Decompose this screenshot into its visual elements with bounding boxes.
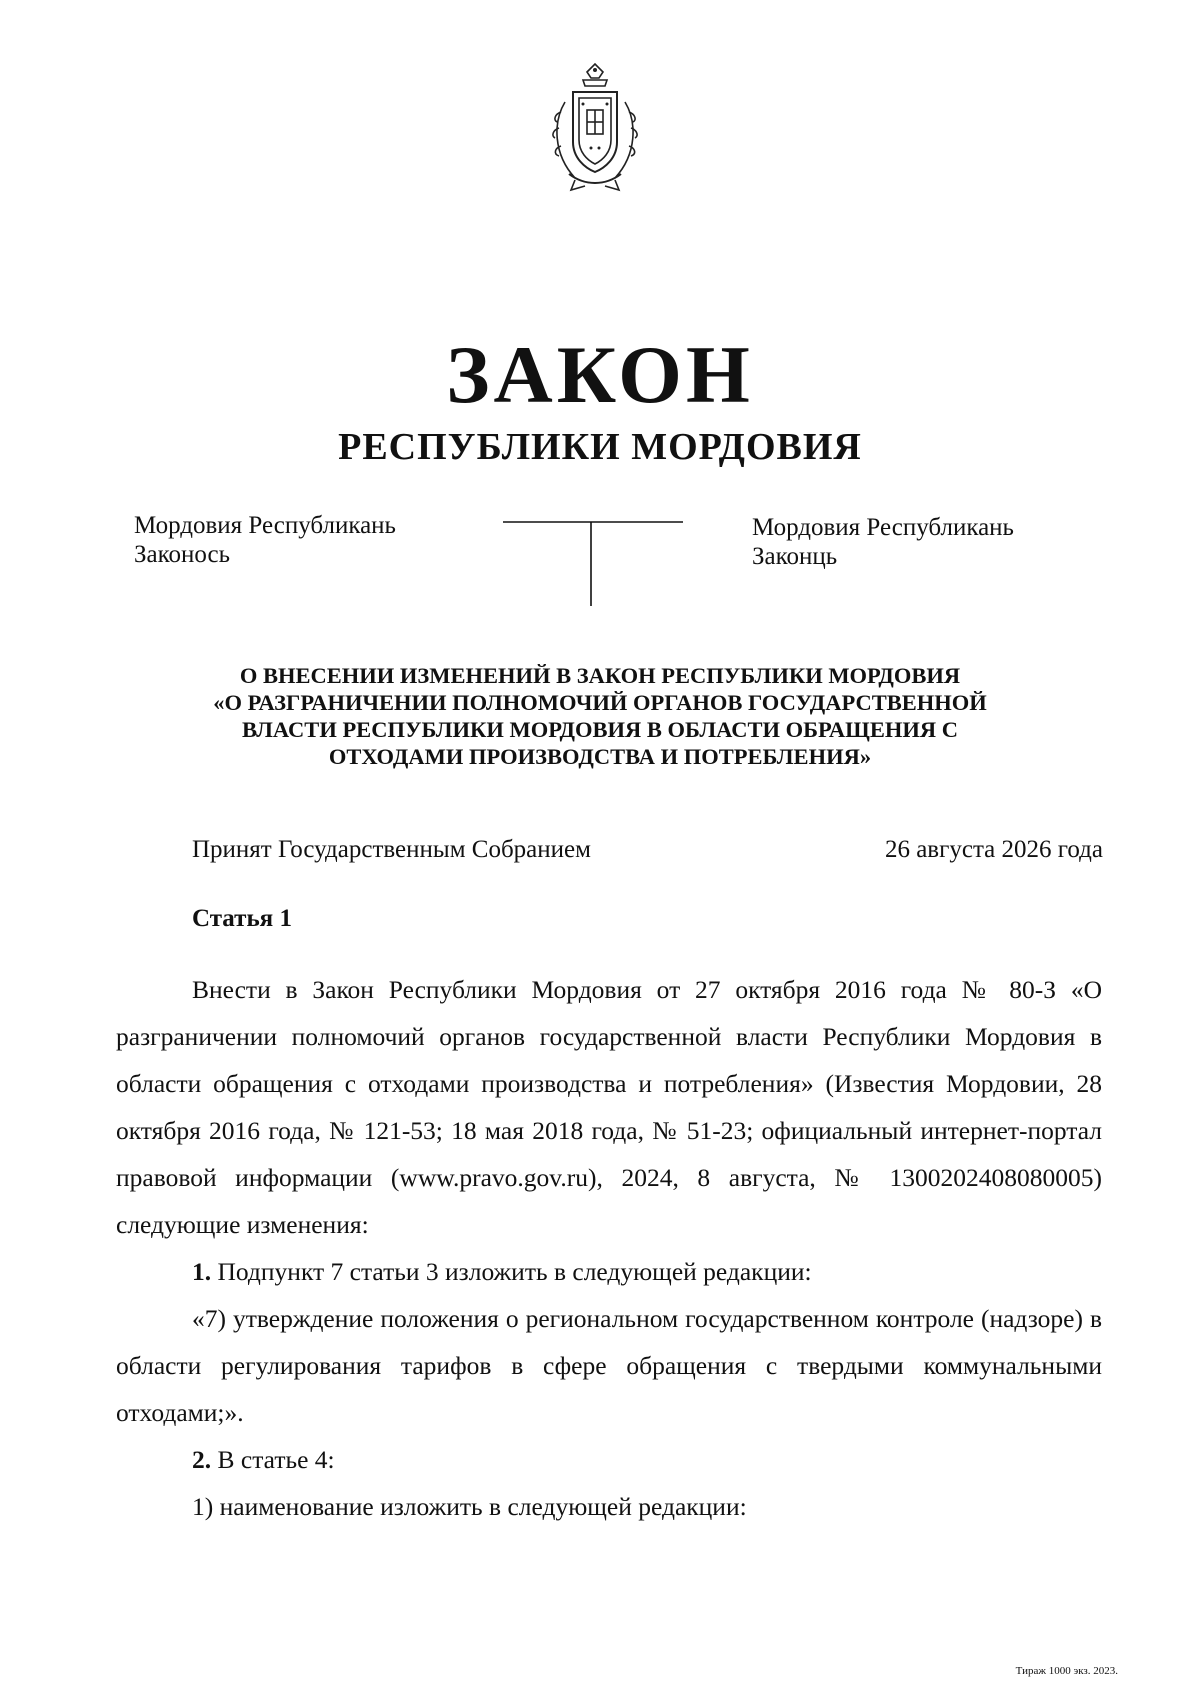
erzya-title-line: Мордовия Республикань [752, 514, 1014, 541]
law-heading [150, 662, 1050, 770]
article-heading: Статья 1 [192, 905, 292, 932]
heading-line: ВЛАСТИ РЕСПУБЛИКИ МОРДОВИЯ В ОБЛАСТИ ОБРАЩЕНИЯ С [242, 717, 958, 742]
adopted-date: 26 августа 2026 года [884, 836, 1103, 863]
item-2-subitem: 1) наименование изложить в следующей редакции: [192, 1492, 747, 1521]
heading-line: «О РАЗГРАНИЧЕНИИ ПОЛНОМОЧИЙ ОРГАНОВ ГОСУДАРСТВЕННОЙ [213, 690, 987, 715]
mordovia-coat-of-arms-icon [535, 62, 655, 197]
document-title: ЗАКОН [446, 329, 754, 420]
print-run-note: Тираж 1000 экз. 2023. [1015, 1665, 1118, 1677]
moksha-title-line: Законось [134, 541, 230, 568]
item-1-text: Подпункт 7 статьи 3 изложить в следующей редакции: [211, 1257, 812, 1286]
item-1-quote: «7) утверждение положения о региональном государственном контроле (надзоре) в области регулирования тарифов в сфере обращения с твердыми коммунальными отходами;». [116, 1304, 1102, 1427]
heading-line: ОТХОДАМИ ПРОИЗВОДСТВА И ПОТРЕБЛЕНИЯ» [328, 744, 872, 769]
heading-line: О ВНЕСЕНИИ ИЗМЕНЕНИЙ В ЗАКОН РЕСПУБЛИКИ МОРДОВИЯ [239, 663, 961, 688]
item-2-text: В статье 4: [211, 1445, 335, 1474]
erzya-title-line: Законць [752, 543, 838, 570]
moksha-title-block [134, 511, 464, 569]
item-2-paragraph [116, 1436, 1102, 1483]
item-1-paragraph [116, 1248, 1102, 1295]
document-subtitle: РЕСПУБЛИКИ МОРДОВИЯ [338, 426, 862, 468]
moksha-title-line: Мордовия Республикань [134, 512, 396, 539]
intro-paragraph: Внести в Закон Республики Мордовия от 27 октября 2016 года № 80-З «О разграничении полномочий органов государственной власти Республики Мордовия в области обращения с отходами производства и потребления» (Известия Мордовии, 28 октября 2016 года, № 121-53; 18 мая 2018 года, № 51-23; официальный интернет-портал правовой информации (www.pravo.gov.ru), 2024, 8 августа, № 1300202408080005) следующие изменения: [116, 975, 1102, 1239]
adopted-by: Принят Государственным Собранием [192, 836, 591, 863]
article-body [116, 966, 1102, 1530]
erzya-title-block [752, 513, 1112, 571]
center-t-divider [503, 520, 683, 608]
item-2-number: 2. [192, 1445, 212, 1474]
item-1-number: 1. [192, 1257, 212, 1286]
